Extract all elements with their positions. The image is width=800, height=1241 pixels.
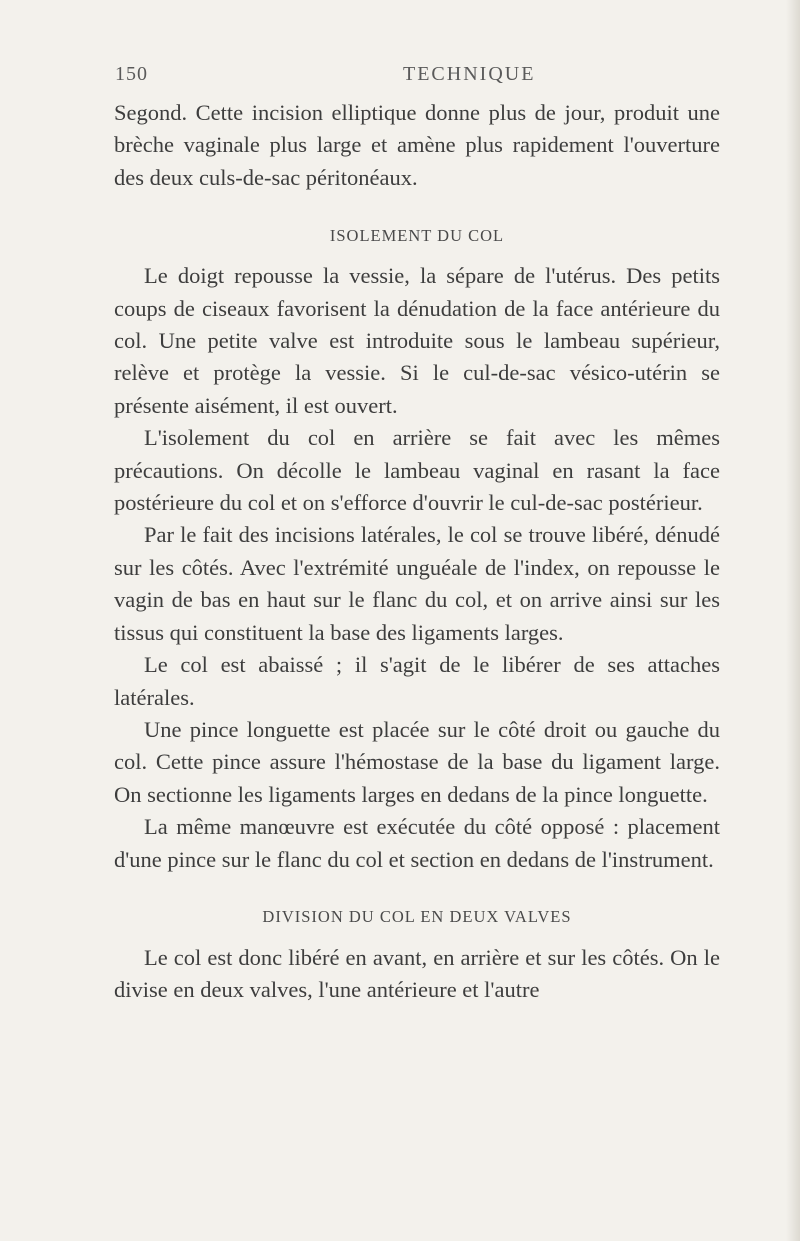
body-text <box>114 97 720 1007</box>
paragraph: Une pince longuette est placée sur le côté droit ou gauche du col. Cette pince assure l'hémostase de la base du ligament large. On sectionne les ligaments larges en dedans de la pince longuette. <box>114 716 720 807</box>
page-number: 150 <box>115 63 148 85</box>
running-head <box>115 63 715 93</box>
running-title: TECHNIQUE <box>403 63 536 85</box>
paragraph: Le col est abaissé ; il s'agit de le libérer de ses attaches latérales. <box>114 652 720 710</box>
paragraph: Par le fait des incisions latérales, le col se trouve libéré, dénudé sur les côtés. Avec l'extrémité unguéale de l'index, on repousse le vagin de bas en haut sur le flanc du col, et on arrive ainsi sur les tissus qui constituent la base des ligaments larges. <box>114 522 720 645</box>
section-heading-division: DIVISION DU COL EN DEUX VALVES <box>262 906 572 926</box>
paragraph-continuation: Segond. Cette incision elliptique donne plus de jour, produit une brèche vaginale plus large et amène plus rapidement l'ouverture des deux culs-de-sac péritonéaux. <box>114 100 720 190</box>
section-heading-isolement: ISOLEMENT DU COL <box>329 226 505 246</box>
paragraph: La même manœuvre est exécutée du côté opposé : placement d'une pince sur le flanc du col et section en dedans de l'instrument. <box>114 814 720 872</box>
paragraph: Le col est donc libéré en avant, en arrière et sur les côtés. On le divise en deux valves, l'une antérieure et l'autre <box>114 944 720 1003</box>
paragraph: Le doigt repousse la vessie, la sépare de l'utérus. Des petits coups de ciseaux favorisent la dénudation de la face antérieure du col. Une petite valve est introduite sous le lambeau supérieur, relève et protège la vessie. Si le cul-de-sac vésico-utérin se présente aisément, il est ouvert. <box>114 263 720 418</box>
paragraph: L'isolement du col en arrière se fait avec les mêmes précautions. On décolle le lambeau vaginal en rasant la face postérieure du col et on s'efforce d'ouvrir le cul-de-sac postérieur. <box>114 425 720 516</box>
page-edge-shadow <box>786 0 800 1241</box>
